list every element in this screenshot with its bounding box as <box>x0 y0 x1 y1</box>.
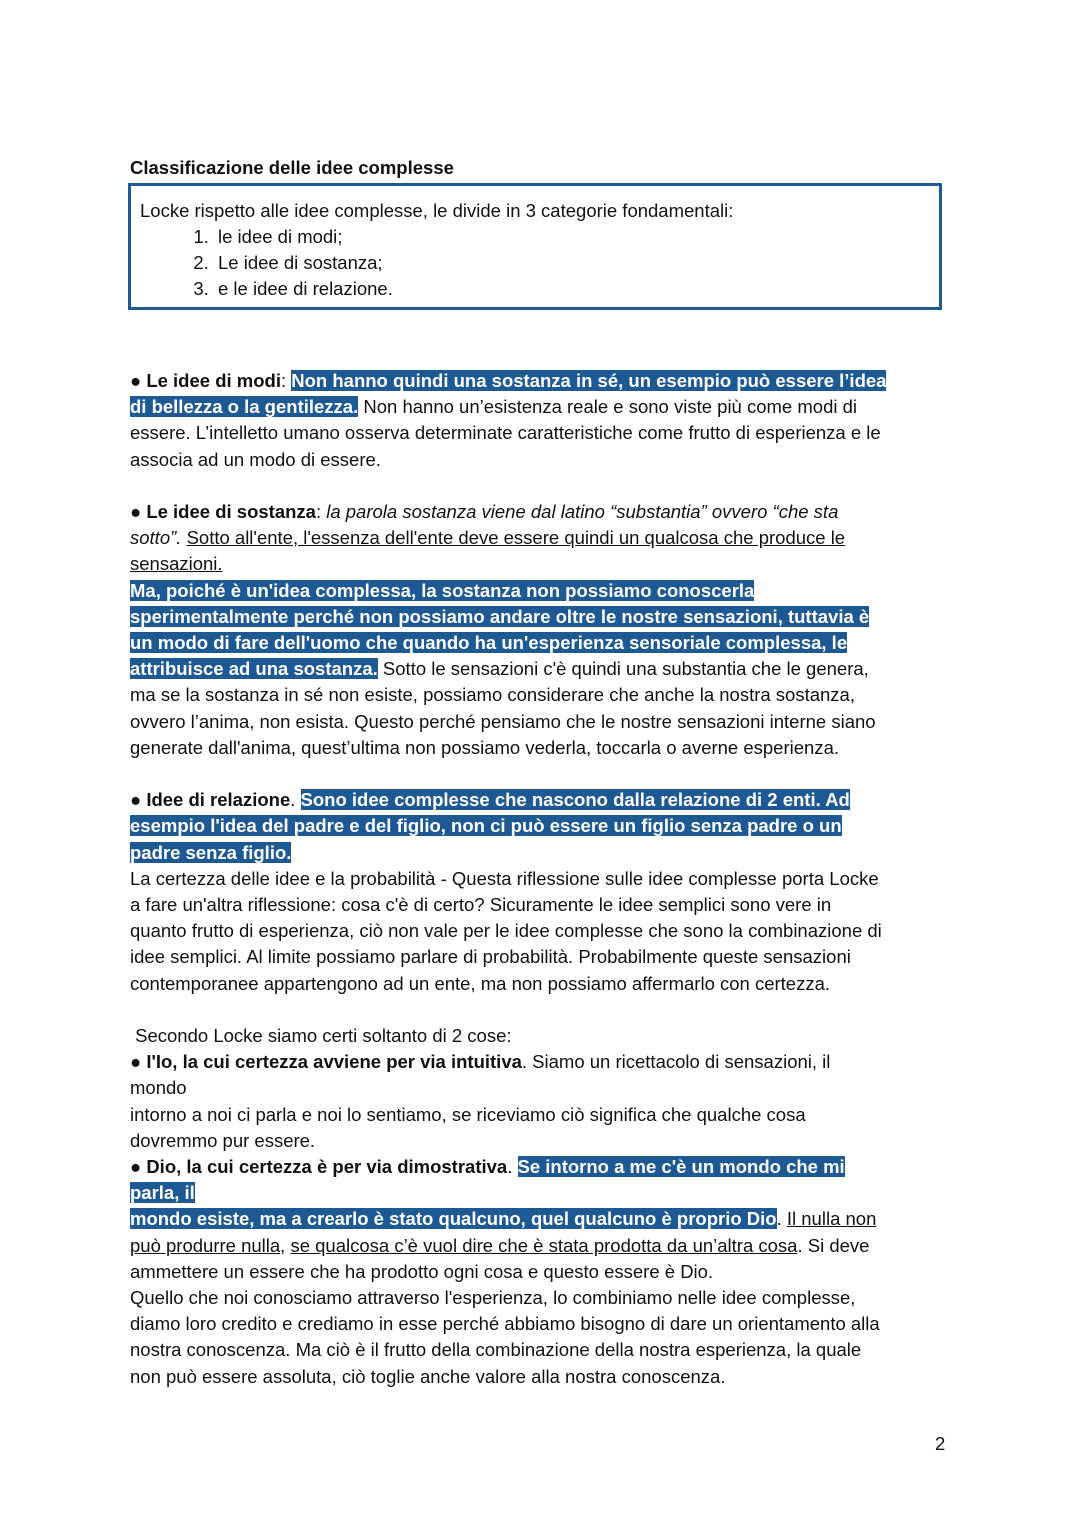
page-number: 2 <box>935 1433 946 1454</box>
paragraph-sostanza <box>130 499 960 761</box>
text-line <box>130 394 960 420</box>
highlighted-text: Se intorno a me c'è un mondo che mi <box>517 1156 845 1178</box>
text-line <box>130 1206 960 1232</box>
text-line: quanto frutto di esperienza, ciò non vale per le idee complesse che sono la combinazione di <box>130 920 882 942</box>
text-line: Secondo Locke siamo certi soltanto di 2 cose: <box>130 1025 512 1047</box>
italic-text: la parola sostanza viene dal latino “substantia” ovvero “che sta <box>326 501 839 522</box>
text-line <box>130 499 960 525</box>
underlined-text: sensazioni. <box>130 553 223 575</box>
list-item: 2. Le idee di sostanza; <box>214 250 939 276</box>
underlined-text: se qualcosa c’è vuol dire che è stata prodotta da un’altra cosa <box>290 1234 798 1256</box>
text-line <box>130 1233 960 1259</box>
highlighted-text: sperimentalmente perché non possiamo andare oltre le nostre sensazioni, tuttavia è <box>130 605 870 627</box>
underlined-text: può produrre nulla <box>130 1234 281 1256</box>
text-line <box>130 787 960 813</box>
list-item: 1. le idee di modi; <box>214 224 939 250</box>
text-line: dovremmo pur essere. <box>130 1129 316 1151</box>
highlighted-text: un modo di fare dell'uomo che quando ha un'esperienza sensoriale complessa, le <box>130 632 848 654</box>
paragraph-modi <box>130 368 960 473</box>
text-line: generate dall'anima, quest’ultima non possiamo vederla, toccarla o averne esperienza. <box>130 736 839 758</box>
text-line <box>130 630 960 656</box>
text-line: non può essere assoluta, ciò toglie anche valore alla nostra conoscenza. <box>130 1365 726 1387</box>
section-title: Classificazione delle idee complesse <box>130 157 454 178</box>
text-line: essere. L’intelletto umano osserva determinate caratteristiche come frutto di esperienza e le <box>130 422 881 444</box>
text-span: Sotto le sensazioni c'è quindi una substantia che le genera, <box>377 658 869 680</box>
text-line: contemporanee appartengono ad un ente, ma non possiamo affermarlo con certezza. <box>130 972 831 994</box>
text-line <box>130 578 960 604</box>
highlighted-text: parla, il <box>130 1182 195 1204</box>
text-line: ammettere un essere che ha prodotto ogni cosa e questo essere è Dio. <box>130 1260 714 1282</box>
text-span: : <box>315 501 327 522</box>
text-span: Non hanno un’esistenza reale e sono viste più come modi di <box>358 396 858 418</box>
list-item: 3. e le idee di relazione. <box>214 276 939 302</box>
text-line <box>130 813 960 839</box>
bullet-heading: ● Dio, la cui certezza è per via dimostrativa <box>130 1156 508 1178</box>
text-span: . <box>507 1156 518 1178</box>
highlighted-text: padre senza figlio. <box>130 841 292 863</box>
text-line <box>130 1180 960 1206</box>
bullet-heading: ● Idee di relazione <box>130 789 291 811</box>
text-line: ma se la sostanza in sé non esiste, possiamo considerare che anche la nostra sostanza, <box>130 684 855 706</box>
text-span: . <box>776 1208 787 1230</box>
text-line <box>130 604 960 630</box>
text-span: , <box>280 1234 291 1256</box>
highlighted-text: mondo esiste, ma a crearlo è stato qualcuno, quel qualcuno è proprio Dio <box>130 1208 777 1230</box>
text-line: a fare un'altra riflessione: cosa c'è di certo? Sicuramente le idee semplici sono vere in <box>130 894 832 916</box>
text-line <box>130 525 960 551</box>
text-line: associa ad un modo di essere. <box>130 448 381 470</box>
text-line: intorno a noi ci parla e noi lo sentiamo, se riceviamo ciò significa che qualche cosa <box>130 1103 806 1125</box>
text-line <box>130 1154 960 1180</box>
text-span: . Siamo un ricettacolo di sensazioni, il <box>521 1051 831 1073</box>
text-line: Quello che noi conosciamo attraverso l'esperienza, lo combiniamo nelle idee complesse, <box>130 1287 856 1309</box>
text-line: idee semplici. Al limite possiamo parlare di probabilità. Probabilmente queste sensazioni <box>130 946 851 968</box>
highlighted-text: esempio l'idea del padre e del figlio, non ci può essere un figlio senza padre o un <box>130 815 842 837</box>
text-line <box>130 1049 960 1075</box>
text-line <box>130 840 960 866</box>
paragraph-relazione <box>130 787 960 997</box>
highlighted-text: di bellezza o la gentilezza. <box>130 396 359 418</box>
text-span: . <box>290 789 301 811</box>
box-intro: Locke rispetto alle idee complesse, le divide in 3 categorie fondamentali: <box>140 200 734 221</box>
categories-list <box>140 224 939 302</box>
highlighted-text: Ma, poiché è un'idea complessa, la sostanza non possiamo conoscerla <box>130 579 755 601</box>
bullet-heading: ● Le idee di sostanza <box>130 501 316 522</box>
paragraph-certezze <box>130 1023 960 1390</box>
text-line: nostra conoscenza. Ma ciò è il frutto della combinazione della nostra esperienza, la quale <box>130 1339 862 1361</box>
italic-text: sotto”. <box>130 527 182 549</box>
text-line: La certezza delle idee e la probabilità - Questa riflessione sulle idee complesse porta Locke <box>130 867 879 889</box>
text-line <box>130 656 960 682</box>
bullet-heading: ● Le idee di modi <box>130 370 281 391</box>
text-line: ovvero l’anima, non esista. Questo perché pensiamo che le nostre sensazioni interne siano <box>130 710 876 732</box>
underlined-text: Sotto all'ente, l'essenza dell'ente deve essere quindi un qualcosa che produce le <box>186 527 846 549</box>
text-line <box>130 368 960 394</box>
categories-box <box>128 183 942 310</box>
text-line: mondo <box>130 1077 187 1099</box>
text-span: : <box>280 370 292 391</box>
highlighted-text: attribuisce ad una sostanza. <box>130 658 378 680</box>
highlighted-text: Sono idee complesse che nascono dalla relazione di 2 enti. Ad <box>300 789 850 811</box>
text-line <box>130 551 960 577</box>
bullet-heading: ● I'Io, la cui certezza avviene per via intuitiva <box>130 1051 522 1073</box>
text-span: . Si deve <box>797 1234 870 1256</box>
underlined-text: Il nulla non <box>786 1208 877 1230</box>
highlighted-text: Non hanno quindi una sostanza in sé, un esempio può essere l’idea <box>291 370 887 391</box>
text-line: diamo loro credito e crediamo in esse perché abbiamo bisogno di dare un orientamento alla <box>130 1313 880 1335</box>
body-text <box>130 368 960 1416</box>
